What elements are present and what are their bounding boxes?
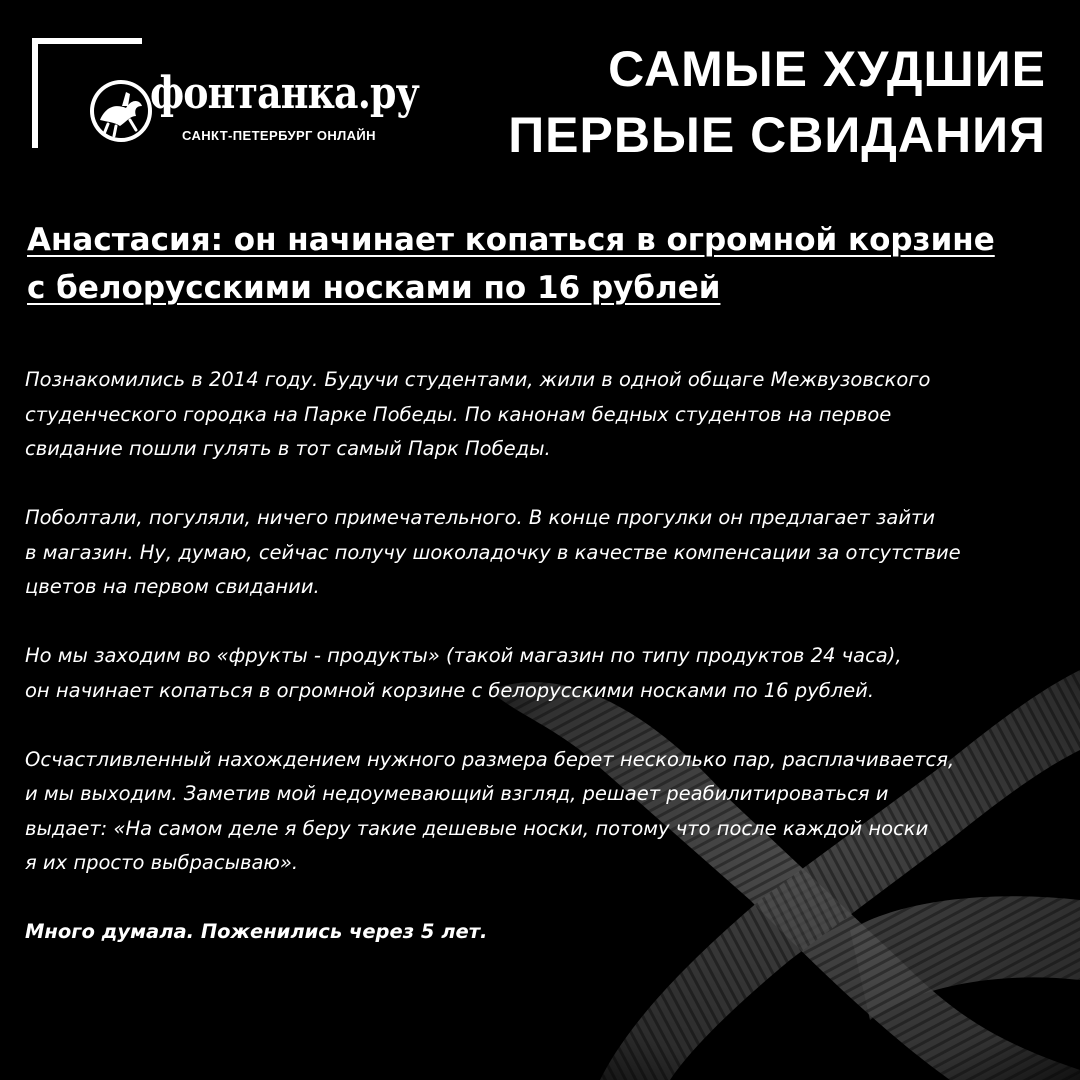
story-line: Осчастливленный нахождением нужного размера берет несколько пар, расплачивается, <box>25 747 955 771</box>
fontanka-logo[interactable] <box>32 38 419 150</box>
story-conclusion <box>25 915 1075 950</box>
story-line: я их просто выбрасываю». <box>25 851 299 874</box>
story-paragraph <box>25 501 1075 605</box>
logo-name: фонтанка.ру <box>150 68 419 119</box>
story-line: в магазин. Ну, думаю, сейчас получу шоколадочку в качестве компенсации за отсутствие <box>25 540 961 564</box>
story-line: и мы выходим. Заметив мой недоумевающий взгляд, решает реабилитироваться и <box>25 782 889 805</box>
story-line: студенческого городка на Парке Победы. По канонам бедных студентов на первое <box>25 402 892 426</box>
story-line: Поболтали, погуляли, ничего примечательного. В конце прогулки он предлагает зайти <box>25 506 936 529</box>
story-paragraph <box>25 639 1075 708</box>
page-title-line: САМЫЕ ХУДШИЕ <box>608 41 1046 97</box>
rider-on-horse-emblem-icon <box>86 76 156 146</box>
story-line: цветов на первом свидании. <box>25 575 320 598</box>
story-line: свидание пошли гулять в тот самый Парк Победы. <box>25 437 551 460</box>
story-paragraph <box>25 743 1075 881</box>
story-line: Много думала. Поженились через 5 лет. <box>25 920 488 943</box>
logo-subtitle: САНКТ-ПЕТЕРБУРГ ОНЛАЙН <box>182 128 376 143</box>
story-headline <box>27 216 1067 312</box>
story-headline-line: с белорусскими носками по 16 рублей <box>27 270 721 306</box>
story-line: он начинает копаться в огромной корзине с белорусскими носками по 16 рублей. <box>25 678 875 702</box>
story-paragraph <box>25 363 1075 467</box>
story-line: Познакомились в 2014 году. Будучи студентами, жили в одной общаге Межвузовского <box>25 368 931 391</box>
page-title <box>486 36 1046 168</box>
story-headline-line: Анастасия: он начинает копаться в огромной корзине <box>27 222 995 258</box>
story-line: Но мы заходим во «фрукты - продукты» (такой магазин по типу продуктов 24 часа), <box>25 644 902 667</box>
story-body <box>25 363 1075 984</box>
page-title-line: ПЕРВЫЕ СВИДАНИЯ <box>508 107 1046 163</box>
story-line: выдает: «На самом деле я беру такие дешевые носки, потому что после каждой носки <box>25 816 929 840</box>
